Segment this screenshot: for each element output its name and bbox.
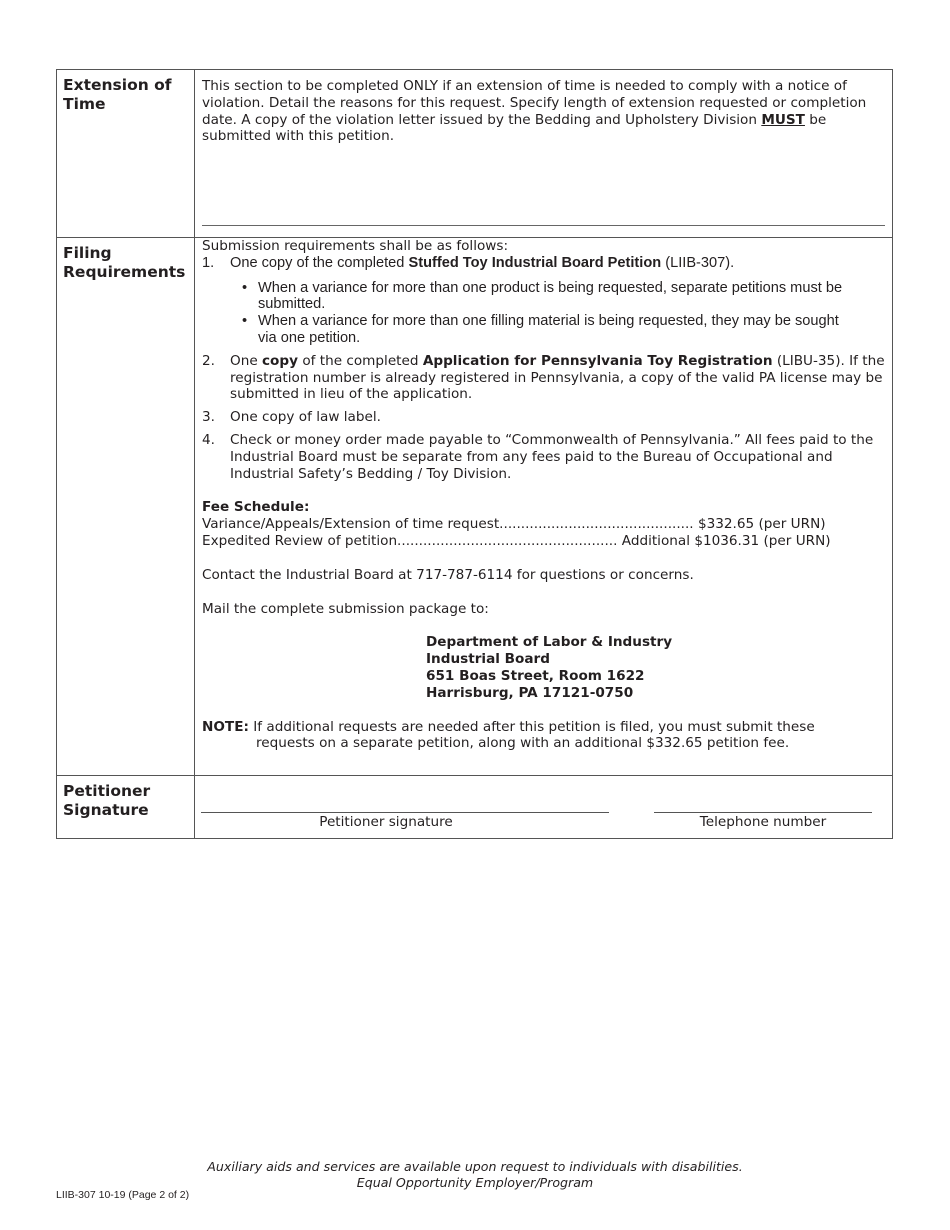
extension-content[interactable]: [195, 70, 893, 238]
requirement-1-bullets: [202, 280, 885, 347]
extension-must-emphasis: MUST: [761, 111, 805, 128]
mail-text: Mail the complete submission package to:: [202, 600, 489, 617]
petition-form-table: [56, 69, 893, 839]
extension-text-before: This section to be completed ONLY if an extension of time is needed to comply with a notice of violation. Detail the reasons for this request. Specify length of extension requested or completion date. A copy of the violation letter issued by the Bedding and Upholstery Division: [202, 78, 867, 128]
bullet-text-1: When a variance for more than one product is being requested, separate petitions must be submitted.: [258, 279, 843, 313]
extension-label-line2: Time: [63, 95, 106, 113]
note-label: NOTE:: [202, 718, 249, 735]
requirement-2-form-name: Application for Pennsylvania Toy Registration: [422, 352, 773, 369]
extension-row: [57, 70, 893, 238]
fee-row-expedited: Expedited Review of petition................................................... Additional $1036.31 (per URN): [202, 532, 831, 549]
address-line-2: Industrial Board: [426, 651, 550, 668]
form-id: LIIB-307 10-19 (Page 2 of 2): [56, 1189, 190, 1201]
extension-instructions: [202, 78, 885, 145]
requirement-item-3: [202, 409, 885, 426]
fee-schedule-heading: Fee Schedule:: [202, 499, 310, 516]
extension-text-after: be submitted with this petition.: [202, 111, 827, 145]
extension-label-line1: Extension of: [63, 76, 172, 94]
filing-label-line1: Filing: [63, 244, 112, 262]
bullet-dot-icon: •: [242, 279, 248, 296]
requirement-2-pre: One: [230, 352, 262, 369]
requirement-2-post: (LIBU-35). If the registration number is already registered in Pennsylvania, a copy of the valid PA license may be submitted in lieu of the application.: [230, 352, 885, 403]
bullet-text-2: When a variance for more than one filling material is being requested, they may be sought via one petition.: [258, 313, 839, 346]
requirement-item-2: [202, 353, 885, 403]
requirement-3-number: 3.: [202, 409, 215, 426]
note-line-2: requests on a separate petition, along with an additional $332.65 petition fee.: [256, 735, 790, 752]
signature-label: [57, 776, 195, 839]
requirement-1-post: (LIIB-307).: [661, 254, 735, 271]
requirement-1-pre: One copy of the completed: [230, 254, 409, 271]
bullet-dot-icon: •: [242, 313, 248, 330]
footer: [0, 1159, 950, 1191]
filing-label: [57, 238, 195, 776]
signature-content: [195, 776, 893, 839]
requirement-4-text: Check or money order made payable to “Commonwealth of Pennsylvania.” All fees paid to the Industrial Board must be separate from any fees paid to the Bureau of Occupational and Industrial Safety’s Bedding / Toy Division.: [230, 431, 874, 482]
note-block: [202, 719, 885, 753]
signature-row: [57, 776, 893, 839]
filing-content: [195, 238, 893, 776]
requirement-item-4: [202, 432, 885, 482]
footer-eeo-note: Equal Opportunity Employer/Program: [356, 1175, 594, 1190]
petitioner-signature-field[interactable]: [201, 812, 609, 813]
petitioner-signature-caption: Petitioner signature: [319, 814, 453, 830]
contact-text: Contact the Industrial Board at 717-787-6114 for questions or concerns.: [202, 566, 694, 583]
requirement-2-number: 2.: [202, 352, 215, 369]
extension-entry-line: [202, 225, 885, 226]
bullet-item: [236, 280, 885, 314]
extension-label: [57, 70, 195, 238]
footer-accessibility-note: Auxiliary aids and services are available upon request to individuals with disabilities.: [207, 1159, 743, 1174]
requirement-1-form-name: Stuffed Toy Industrial Board Petition: [408, 254, 662, 271]
requirement-2-copy: copy: [262, 352, 298, 369]
mailing-address: [202, 634, 885, 701]
filing-row: [57, 238, 893, 776]
requirement-2-mid: of the completed: [298, 352, 423, 369]
filing-label-line2: Requirements: [63, 263, 186, 281]
requirement-4-number: 4.: [202, 431, 215, 448]
fee-row-variance: Variance/Appeals/Extension of time request............................................. $332.65 (per URN): [202, 516, 826, 533]
signature-label-line1: Petitioner: [63, 782, 151, 800]
requirement-1-number: 1.: [202, 254, 215, 271]
address-line-4: Harrisburg, PA 17121-0750: [426, 684, 634, 701]
requirement-item-1: [202, 255, 885, 272]
signature-label-line2: Signature: [63, 801, 149, 819]
requirement-3-text: One copy of law label.: [230, 409, 381, 426]
filing-intro: Submission requirements shall be as follows:: [202, 238, 509, 254]
telephone-number-field[interactable]: [654, 812, 872, 813]
address-line-3: 651 Boas Street, Room 1622: [426, 667, 645, 684]
telephone-number-caption: Telephone number: [699, 814, 827, 830]
note-line-1: If additional requests are needed after this petition is filed, you must submit these: [248, 718, 815, 735]
address-line-1: Department of Labor & Industry: [426, 634, 673, 651]
bullet-item: [236, 313, 885, 347]
